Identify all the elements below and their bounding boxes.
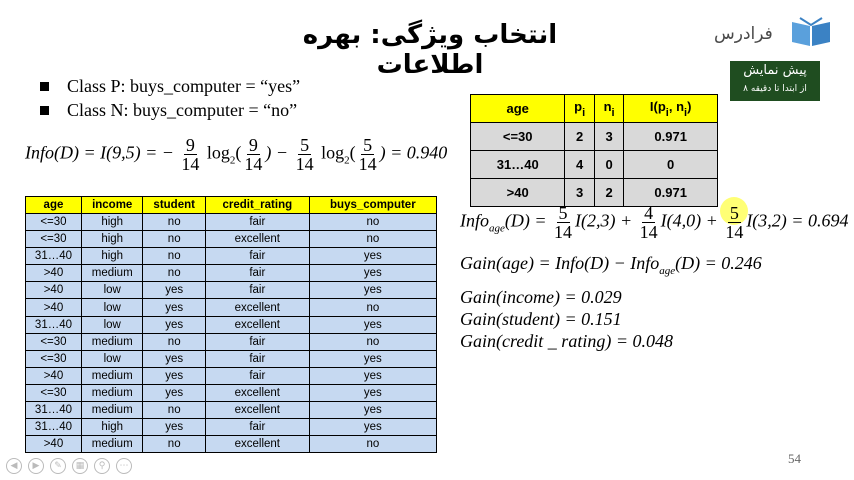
table-cell: >40: [26, 265, 82, 282]
table-cell: no: [309, 214, 436, 231]
table-cell: fair: [205, 248, 309, 265]
table-cell: yes: [309, 248, 436, 265]
table-cell: <=30: [26, 384, 82, 401]
table-row: [471, 151, 718, 179]
info-d-formula: Info(D) = I(9,5) = − $\frac{9}{14}$ $\log_2$( $\frac{9}{14}$ ) − $\frac{5}{14}$ $\log_2$( $\frac{5}{14}$ ) = 0.940: [25, 135, 448, 174]
table-cell: yes: [309, 282, 436, 299]
table-cell: fair: [205, 350, 309, 367]
slides-grid-icon[interactable]: ▦: [72, 458, 88, 474]
table-cell: fair: [205, 214, 309, 231]
table-cell: excellent: [205, 299, 309, 316]
table-row: [26, 265, 437, 282]
prev-slide-icon[interactable]: ◀: [6, 458, 22, 474]
table-cell: <=30: [26, 214, 82, 231]
next-slide-icon[interactable]: ▶: [28, 458, 44, 474]
table-cell: yes: [143, 419, 205, 436]
table-cell: 0.971: [624, 123, 718, 151]
table-cell: no: [143, 214, 205, 231]
table-cell: yes: [309, 350, 436, 367]
table-cell: fair: [205, 419, 309, 436]
table-cell: 31…40: [471, 151, 565, 179]
table-cell: yes: [143, 316, 205, 333]
table-cell: high: [81, 419, 143, 436]
table-cell: excellent: [205, 436, 309, 453]
table-cell: 3: [594, 123, 623, 151]
table-cell: medium: [81, 436, 143, 453]
table-row: [26, 384, 437, 401]
table-row: [26, 350, 437, 367]
column-header: age: [26, 197, 82, 214]
table-cell: fair: [205, 265, 309, 282]
table-cell: yes: [309, 384, 436, 401]
table-row: [471, 123, 718, 151]
table-cell: medium: [81, 265, 143, 282]
preview-badge-title: پیش نمایش: [743, 63, 807, 78]
gain-income-formula: Gain(income) = 0.029: [460, 287, 622, 307]
table-row: [26, 231, 437, 248]
table-cell: 31…40: [26, 248, 82, 265]
table-header-row: [471, 95, 718, 123]
table-row: [26, 299, 437, 316]
table-cell: 0: [624, 151, 718, 179]
table-cell: no: [143, 402, 205, 419]
table-cell: no: [309, 231, 436, 248]
faradars-logo: [712, 14, 832, 58]
table-cell: yes: [309, 265, 436, 282]
table-cell: 31…40: [26, 402, 82, 419]
table-cell: >40: [471, 179, 565, 207]
table-header-row: [26, 197, 437, 214]
table-cell: yes: [309, 402, 436, 419]
table-cell: yes: [309, 367, 436, 384]
table-cell: yes: [143, 384, 205, 401]
more-options-icon[interactable]: ⋯: [116, 458, 132, 474]
table-cell: excellent: [205, 231, 309, 248]
column-header: student: [143, 197, 205, 214]
gain-student-formula: Gain(student) = 0.151: [460, 309, 622, 329]
table-cell: high: [81, 214, 143, 231]
table-cell: medium: [81, 367, 143, 384]
table-cell: 31…40: [26, 419, 82, 436]
logo-text: فرادرس: [714, 24, 773, 44]
table-cell: no: [309, 436, 436, 453]
table-cell: yes: [143, 299, 205, 316]
table-cell: medium: [81, 402, 143, 419]
table-cell: low: [81, 350, 143, 367]
table-row: [26, 282, 437, 299]
table-row: [26, 419, 437, 436]
info-age-formula: Info$_{age}$(D) = $\frac{5}{14}$ I(2,3) + $\frac{4}{14}$ I(4,0) + $\frac{5}{14}$ I(3,2) = 0.694: [460, 203, 849, 242]
pen-icon[interactable]: ✎: [50, 458, 66, 474]
column-header: $I(p_i$, $n_i$): [624, 95, 718, 123]
table-cell: no: [309, 299, 436, 316]
table-cell: no: [143, 231, 205, 248]
table-cell: yes: [309, 316, 436, 333]
table-row: [26, 436, 437, 453]
table-cell: excellent: [205, 402, 309, 419]
table-row: [471, 179, 718, 207]
table-cell: yes: [143, 282, 205, 299]
table-cell: no: [309, 333, 436, 350]
table-cell: fair: [205, 282, 309, 299]
bullet-item: [40, 76, 300, 97]
gain-credit-formula: Gain(credit _ rating) = 0.048: [460, 331, 673, 351]
table-cell: low: [81, 316, 143, 333]
table-cell: low: [81, 282, 143, 299]
table-cell: no: [143, 248, 205, 265]
table-row: [26, 316, 437, 333]
column-header: age: [471, 95, 565, 123]
column-header: credit_rating: [205, 197, 309, 214]
column-header: income: [81, 197, 143, 214]
table-cell: low: [81, 299, 143, 316]
bullet-square-icon: [40, 82, 49, 91]
table-cell: <=30: [471, 123, 565, 151]
table-cell: medium: [81, 333, 143, 350]
table-cell: excellent: [205, 316, 309, 333]
table-cell: yes: [309, 419, 436, 436]
bullet-square-icon: [40, 106, 49, 115]
table-cell: no: [143, 436, 205, 453]
column-header: $p_i$: [565, 95, 594, 123]
table-cell: medium: [81, 384, 143, 401]
table-cell: <=30: [26, 333, 82, 350]
table-row: [26, 214, 437, 231]
table-cell: 2: [594, 179, 623, 207]
table-cell: high: [81, 248, 143, 265]
preview-badge[interactable]: [730, 61, 820, 101]
table-cell: <=30: [26, 350, 82, 367]
book-icon: [790, 16, 832, 48]
table-cell: fair: [205, 333, 309, 350]
table-cell: 0.971: [624, 179, 718, 207]
gain-age-formula: Gain(age) = Info(D) − Info$_{age}$(D) = 0.246: [460, 253, 762, 277]
training-data-table: [25, 196, 437, 453]
table-row: [26, 367, 437, 384]
bullet-item: [40, 100, 297, 121]
age-info-table: [470, 94, 718, 207]
table-cell: 3: [565, 179, 594, 207]
table-cell: yes: [143, 350, 205, 367]
table-row: [26, 248, 437, 265]
table-cell: >40: [26, 367, 82, 384]
table-cell: excellent: [205, 384, 309, 401]
zoom-icon[interactable]: ⚲: [94, 458, 110, 474]
table-row: [26, 333, 437, 350]
preview-badge-subtitle: از ابتدا تا دقیقه ۸: [743, 84, 807, 94]
table-cell: no: [143, 333, 205, 350]
table-cell: >40: [26, 436, 82, 453]
column-header: $n_i$: [594, 95, 623, 123]
table-row: [26, 402, 437, 419]
table-cell: fair: [205, 367, 309, 384]
table-cell: yes: [143, 367, 205, 384]
table-cell: 31…40: [26, 316, 82, 333]
table-cell: 2: [565, 123, 594, 151]
bullet-text: Class P: buys_computer = “yes”: [67, 76, 301, 96]
column-header: buys_computer: [309, 197, 436, 214]
table-cell: 4: [565, 151, 594, 179]
slide-title: انتخاب ویژگی: بهره اطلاعات: [302, 20, 558, 80]
table-cell: high: [81, 231, 143, 248]
table-cell: >40: [26, 282, 82, 299]
page-number: 54: [788, 451, 801, 466]
table-cell: <=30: [26, 231, 82, 248]
slide-controls[interactable]: [6, 458, 132, 474]
table-cell: 0: [594, 151, 623, 179]
table-cell: >40: [26, 299, 82, 316]
bullet-text: Class N: buys_computer = “no”: [67, 100, 298, 120]
table-cell: no: [143, 265, 205, 282]
